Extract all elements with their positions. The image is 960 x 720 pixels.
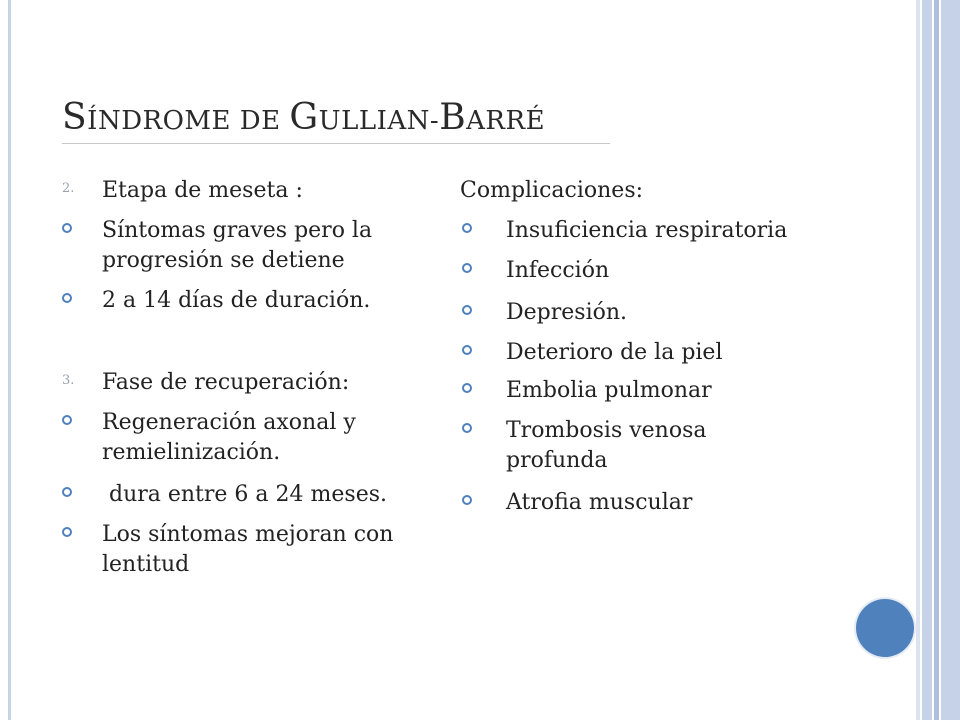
item-text: 2 a 14 días de duración. (102, 288, 371, 313)
bullet-icon (462, 383, 472, 393)
item-text: dura entre 6 a 24 meses. (102, 482, 387, 507)
title-part: S (62, 97, 88, 138)
item-text: Embolia pulmonar (506, 378, 712, 403)
bullet-icon (462, 495, 472, 505)
item-text: Síntomas graves pero la progresión se detiene (102, 218, 373, 273)
numbered-item-stage (62, 176, 422, 206)
right-decorative-stripes (916, 0, 960, 720)
title-part: ULLIAN- (318, 106, 440, 136)
item-number: 2. (62, 181, 75, 196)
item-text: Depresión. (506, 300, 628, 325)
left-frame-line (8, 0, 11, 720)
item-text: Infección (506, 258, 610, 283)
title-part: B (439, 97, 467, 138)
complication-item (462, 488, 842, 518)
slide-title (62, 96, 545, 143)
stripe (922, 0, 932, 720)
bullet-icon (462, 345, 472, 355)
item-text: Los síntomas mejoran con lentitud (102, 522, 394, 577)
bullet-icon (62, 293, 72, 303)
title-part: ÍNDROME DE (87, 106, 290, 136)
bullet-icon (62, 527, 72, 537)
item-text: Atrofia muscular (506, 490, 693, 515)
item-text: Regeneración axonal y remielinización. (102, 410, 356, 465)
bullet-icon (62, 487, 72, 497)
item-text: Trombosis venosa profunda (506, 418, 707, 473)
bullet-item (62, 286, 422, 316)
stripe (941, 0, 960, 720)
bullet-icon (462, 263, 472, 273)
decorative-circle (856, 599, 914, 657)
complication-item (462, 216, 842, 246)
bullet-item (62, 408, 422, 468)
complication-item (462, 298, 842, 328)
item-text: Fase de recuperación: (102, 370, 350, 395)
bullet-item (62, 520, 422, 580)
complication-item (462, 416, 752, 476)
title-part: G (289, 97, 319, 138)
item-text: Deterioro de la piel (506, 340, 723, 365)
item-text: Etapa de meseta : (102, 178, 303, 203)
bullet-icon (62, 223, 72, 233)
item-text: Insuficiencia respiratoria (506, 218, 788, 243)
stripe (916, 0, 920, 720)
numbered-item-stage (62, 368, 422, 398)
bullet-icon (462, 223, 472, 233)
bullet-icon (62, 415, 72, 425)
complication-item (462, 256, 842, 286)
item-number: 3. (62, 373, 75, 388)
complication-item (462, 338, 842, 368)
title-underline (62, 143, 610, 144)
bullet-icon (462, 305, 472, 315)
title-part: ARRÉ (466, 106, 546, 136)
stripe (934, 0, 939, 720)
bullet-item (62, 216, 422, 276)
complications-heading: Complicaciones: (460, 178, 644, 203)
complication-item (462, 376, 842, 406)
bullet-item (62, 480, 442, 510)
bullet-icon (462, 423, 472, 433)
